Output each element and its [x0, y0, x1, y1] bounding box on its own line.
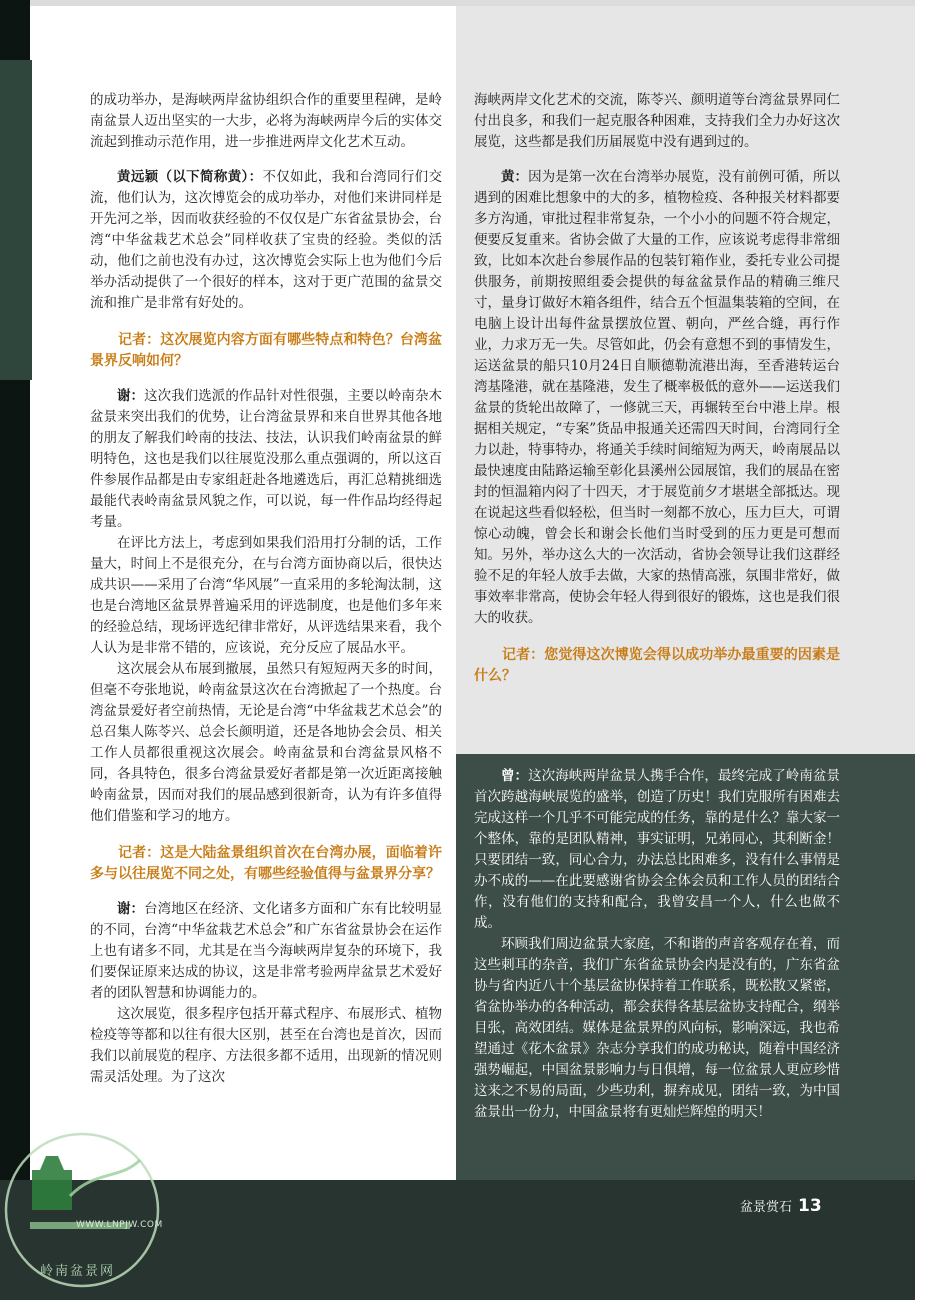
left-paragraph-4: 在评比方法上，考虑到如果我们沿用打分制的话，工作量大，时间上不是很充分，在与台湾方面协商以后，很快达成共识——采用了台湾“华风展”一直采用的多轮淘汰制，这也是台湾地区盆景界普遍采用的评选制度，也是他们多年来的经验总结，现场评选纪律非常好，从评选结果来看，我个人认为是非常不错的，应该说，充分反应了展品水平。: [90, 535, 442, 656]
left-paragraph-3-text: 这次我们选派的作品针对性很强，主要以岭南杂木盆景来突出我们的优势，让台湾盆景界和来自世界其他各地的朋友了解我们岭南的技法、技法，认识我们岭南盆景的鲜明特色，这也是我们以往展览没那么重点强调的，所以这百件参展作品都是由专家组赶赴各地遴选后，再汇总精挑细选最能代表岭南盆景风貌之作，可以说，每一件作品均经得起考量。: [90, 388, 443, 530]
right-dark-paragraph-1: [474, 766, 840, 934]
scan-margin-right: [915, 0, 946, 1300]
left-paragraph-1: 的成功举办，是海峡两岸盆协组织合作的重要里程碑，是岭南盆景人迈出坚实的一大步，必将为海峡两岸今后的实体交流起到推动示范作用，进一步推进两岸文化艺术互动。: [90, 92, 442, 150]
speaker-huang-label: 黄远颖（以下简称黄）：: [117, 169, 263, 185]
speaker-xie-label-2: 谢：: [117, 901, 145, 917]
page-footer: [740, 1196, 822, 1216]
right-paragraph-2-text: 因为是第一次在台湾举办展览，没有前例可循，所以遇到的困难比想象中的大的多，植物检疫、各种报关材料都要多方沟通，审批过程非常复杂，一个小小的问题不符合规定，便要反复重来。省协会做了大量的工作，应该说考虑得非常细致，比如本次赴台参展作品的包装钉箱作业，委托专业公司提供服务，前期按照组委会提供的每盆盆景作品的精确三维尺寸，量身订做好木箱各组件，结合五个恒温集装箱的空间，在电脑上设计出每件盆景摆放位置、朝向，严丝合缝，再行作业，力求万无一失。尽管如此，仍会有意想不到的事情发生，运送盆景的船只10月24日自顺德勒流港出海，至香港转运台湾基隆港，就在基隆港，发生了概率极低的意外——运送我们盆景的货轮出故障了，一修就三天，再辗转至台中港上岸。根据相关规定，“专案”货品申报通关还需四天时间，台湾同行全力以赴，特事特办，将通关手续时间缩短为两天，岭南展品以最快速度由陆路运输至彰化县溪州公园展馆，我们的展品在密封的恒温箱内闷了十四天，才于展览前夕才堪堪全部抵达。现在说起这些看似轻松，但当时一刻都不放心，压力巨大，可谓惊心动魄，曾会长和谢会长他们当时受到的压力更是可想而知。另外，举办这么大的一次活动，省协会领导让我们这群经验不足的年轻人放手去做，大家的热情高涨，氛围非常好，做事效率非常高，使协会年轻人得到很好的锻炼，这也是我们很大的收获。: [474, 169, 840, 626]
watermark-url: WWW.LNPJW.COM: [76, 1220, 163, 1230]
question-2: 记者：这是大陆盆景组织首次在台湾办展，面临着许多与以往展览不同之处，有哪些经验值得与盆景界分享？: [90, 845, 442, 882]
left-paragraph-3: [90, 386, 442, 533]
left-paragraph-2: [90, 167, 442, 314]
speaker-xie-label: 谢：: [117, 388, 145, 404]
page-number: 13: [798, 1196, 822, 1216]
decorative-green-strip: [0, 60, 32, 380]
speaker-zeng-label: 曾：: [501, 768, 529, 784]
left-paragraph-2-text: 不仅如此，我和台湾同行们交流，他们认为，这次博览会的成功举办，对他们来讲同样是开先河之举，因而收获经验的不仅仅是广东省盆景协会，台湾“中华盆栽艺术总会”同样收获了宝贵的经验。类似的活动，他们之前也没有办过，这次博览会实际上也为他们今后举办活动提供了一个很好的样本，这对于更广范围的盆景交流和推广是非常有好处的。: [90, 169, 443, 311]
left-column-text: [90, 90, 442, 1088]
right-paragraph-2: [474, 167, 840, 629]
left-paragraph-6: [90, 899, 442, 1004]
magazine-name: 盆景赏石: [740, 1200, 793, 1215]
watermark-site-name: 岭南盆景网: [40, 1264, 116, 1279]
right-column-top-text: [474, 90, 840, 701]
left-paragraph-6-text: 台湾地区在经济、文化诸多方面和广东有比较明显的不同，台湾“中华盆栽艺术总会”和广东省盆景协会在运作上也有诸多不同，尤其是在当今海峡两岸复杂的环境下，我们要保证原来达成的协议，这是非常考验两岸盆景艺术爱好者的团队智慧和协调能力的。: [90, 901, 443, 1001]
question-1: 记者：这次展览内容方面有哪些特点和特色？台湾盆景界反响如何？: [90, 332, 442, 369]
right-paragraph-1: 海峡两岸文化艺术的交流，陈苓兴、颜明道等台湾盆景界同仁付出良多，和我们一起克服各种困难，支持我们全力办好这次展览，这些都是我们历届展览中没有遇到过的。: [474, 92, 840, 150]
left-paragraph-7: 这次展览，很多程序包括开幕式程序、布展形式、植物检疫等等都和以往有很大区别，甚至在台湾也是首次，因而我们以前展览的程序、方法很多都不适用，出现新的情况则需灵活处理。为了这次: [90, 1006, 442, 1085]
right-dark-paragraph-2: 环顾我们周边盆景大家庭，不和谐的声音客观存在着，而这些刺耳的杂音，我们广东省盆景协会内是没有的，广东省盆协与省内近八十个基层盆协保持着工作联系，既松散又紧密，省盆协举办的各种活动，都会获得各基层盆协支持配合，纲举目张，高效团结。媒体是盆景界的风向标，影响深远，我也希望通过《花木盆景》杂志分享我们的成功秘诀，随着中国经济强势崛起，中国盆景影响力与日俱增，每一位盆景人更应珍惜这来之不易的局面，少些功利，摒弃成见，团结一致，为中国盆景出一份力，中国盆景将有更灿烂辉煌的明天！: [474, 936, 840, 1120]
right-dark-paragraph-1-text: 这次海峡两岸盆景人携手合作，最终完成了岭南盆景首次跨越海峡展览的盛举，创造了历史！我们克服所有困难去完成这样一个几乎不可能完成的任务，靠的是什么？靠大家一个整体，靠的是团队精神，事实证明，兄弟同心，其利断金！只要团结一致，同心合力，办法总比困难多，没有什么事情是办不成的——在此要感谢省协会全体会员和工作人员的团结合作，没有他们的支持和配合，我曾安昌一个人，什么也做不成。: [474, 768, 840, 931]
left-paragraph-5: 这次展会从布展到撤展，虽然只有短短两天多的时间，但毫不夸张地说，岭南盆景这次在台湾掀起了一个热度。台湾盆景爱好者空前热情，无论是台湾“中华盆栽艺术总会”的总召集人陈苓兴、总会长颜明道，还是各地协会会员、相关工作人员都很重视这次展会。岭南盆景和台湾盆景风格不同，各具特色，很多台湾盆景爱好者都是第一次近距离接触岭南盆景，因而对我们的展品感到很新奇，认为有许多值得他们借鉴和学习的地方。: [90, 661, 442, 824]
question-3: 记者：您觉得这次博览会得以成功举办最重要的因素是什么？: [474, 647, 840, 684]
right-column-bottom-text: [474, 766, 840, 1123]
speaker-huang-label-2: 黄：: [501, 169, 529, 185]
